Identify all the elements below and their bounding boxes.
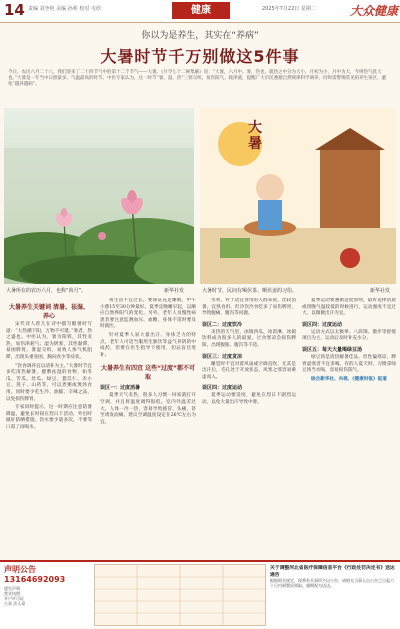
misconception-title: 误区一：过度消暑: [100, 385, 141, 392]
article-column-2: [100, 298, 196, 556]
ad-line: 营业执照: [4, 591, 20, 596]
paragraph: 夜生活不宜过长，要保证充足睡眠，中午小憩15至30分钟最好。夏季宜晚睡早起，以顺应自然界阳气的变化。另外，老年人及慢性病患者要注意监测血压、血糖，身体不适时要及时就医。: [100, 298, 196, 330]
photo-caption-illustration: 大暑时节，民间有喝伏茶、晒伏姜的习俗。: [202, 288, 298, 294]
article-subtitle: 你以为是养生，其实在“养病”: [141, 31, 259, 41]
article-column-4: [302, 298, 396, 556]
lotus-photo: [4, 108, 194, 284]
paragraph: 夏季运动要适度，避免在烈日下剧烈运动，以免大量出汗导致中暑。: [202, 393, 296, 405]
misconception-title: 误区四：过度运动: [302, 321, 343, 328]
paper-logo: 大众健康: [350, 4, 399, 18]
article-column-3: [202, 298, 296, 556]
paragraph: 宋代诗人曾几在诗中描写酷暑时写道：“大热潮下阳，万物不可遁。”暑者，热之盛也。中医认为，暑为阳邪，其性炎热，易伤津耗气；湿为阴邪，其性黏滞，易困脾胃。暑湿交织，易致人体气机阻滞，出现头重身困、胸闷食少等症状。: [6, 322, 92, 360]
paragraph: 夏季运动要遵循适度原则，最好选择清晨或傍晚气温较低的时候进行，运动强度不宜过大，以微微出汗为宜。: [302, 298, 396, 317]
newspaper-header: [0, 0, 400, 23]
dashu-illustration: [200, 108, 396, 284]
ad-line: 遗失声明: [4, 586, 20, 591]
notice-title: 关于调整河北省医疗保障信息平台《行政处罚决定书》送达通告: [270, 566, 395, 578]
misconception-title: 误区三：过度贪凉: [202, 353, 243, 360]
ad-line: 公章 法人章: [4, 601, 26, 606]
paragraph: 夏季天气炎热，很多人习惯一回家就打开空调，并且将温度调得很低。室内外温差过大，人体一冷一热，容易导致感冒、头痛，甚至诱发面瘫。建议空调温度设定在26℃左右为宜。: [100, 393, 196, 425]
subheading-keywords: 大暑养生关键词 清暑、祛湿、养心: [8, 304, 90, 320]
classified-ad-strip: [0, 560, 400, 628]
paragraph: “饮食调养宜以清补为主。”大暑时节宜多吃清热解暑、健脾祛湿的食物，如冬瓜、苦瓜、丝瓜、绿豆、薏苡仁、赤小豆、莲子、山药等，可以煮粥或煲汤食用。同时要少吃生冷、油腻、辛辣之品，以免损伤脾胃。: [6, 363, 92, 402]
svg-text:暑: 暑: [248, 136, 262, 152]
notice-ad: [4, 564, 90, 606]
ad-title: 声明公告: [4, 565, 36, 574]
paragraph: 专家同时提示，这一时期应注意防暑降温，避免长时间在烈日下活动，外出时做好防晒措施。饮水要少量多次，不要等口渴了再喝水。: [6, 405, 92, 430]
misconception-title: 误区四：过度运动: [202, 385, 243, 392]
paragraph: 水果，对于适宜食用的人群来说，比较消暑，宜熟食用。但冷饮冷食吃多了易伤脾胃，导致腹痛、腹泻等问题。: [202, 298, 296, 317]
issue-date: 2025年7月22日 星期二: [262, 6, 316, 12]
paragraph: 炎热的天气里，冰镇西瓜、冰淇淋、冰镇饮料成为很多人的最爱。过食寒凉会损伤脾阳，出现腹胀、腹泻等不适。: [202, 329, 296, 348]
svg-text:大: 大: [248, 120, 262, 136]
misconception-title: 误区五：每天大量喝绿豆汤: [302, 346, 363, 353]
photo-caption-lotus: 大暑所在的农历六月，也称“荷月”。: [6, 288, 87, 294]
subheading-four-tips: 大暑养生有四宜 这些“过度”都不可取: [101, 365, 195, 382]
paragraph: 运动方式以太极拳、八段锦、散步等舒缓项目为主，运动后及时补充水分。: [302, 329, 396, 342]
article-title: 大暑时节千万别做这5件事: [100, 47, 300, 66]
article-lead: 今日，农历六月二十八，我们迎来了二十四节气中的第十二个节气——大暑。《月令七十二候集解》说：“大暑，六月中。暑，热也，就热之中分为大小，月初为小，月中为大，今则热气犹大也。”大暑是一年当中日照最多、气温最高的时节。中医专家认为，这一时节“暑、湿、热”三邪交织，易伤阳气、耗津液，提醒广大市民遵循自然规律科学调养，同时需警惕常见的养生误区，避免“越养越病”。: [8, 70, 387, 87]
section-title: 健康: [172, 2, 230, 19]
editor-credits: 责编 刘争艳 美编 孙莉 校对 屯欣: [28, 6, 101, 12]
article-column-1: [6, 298, 92, 556]
page-number: 14: [4, 1, 25, 19]
ad-phone: 13164692093: [4, 575, 66, 584]
photo-credit-illustration: 新华社发: [370, 288, 391, 294]
ad-table-box: [94, 564, 266, 626]
ad-line: 开户许可证: [4, 596, 24, 601]
photo-credit-lotus: 新华社发: [164, 288, 185, 294]
paragraph: 针对夏季人易大量出汗、身体乏力的特点，老年人可适当服用生脉饮等益气养阴的中成药，但要在医生指导下使用，切忌盲目进补。: [100, 332, 196, 358]
paragraph: 绿豆汤是清热解暑佳品，但性偏寒凉，脾胃虚寒者不宜多喝。有的人夏天时，习惯拿绿豆汤当水喝，容易损伤阳气。: [302, 354, 396, 374]
source-note: 综合新华社、央视、《健康时报》报道: [311, 376, 387, 382]
misconception-title: 误区二：过度饮冷: [202, 321, 243, 328]
official-notice: [270, 564, 396, 588]
paragraph: 睡觉时不宜对着风扇或空调直吹，尤其是出汗后，毛孔处于开放状态，风寒之邪容易乘虚而入。: [202, 361, 296, 380]
notice-body: 根据相关规定，现将有关事项予以公告，请相关当事人自公告之日起六十日内到我局领取，逾期视为送达。: [270, 578, 394, 588]
